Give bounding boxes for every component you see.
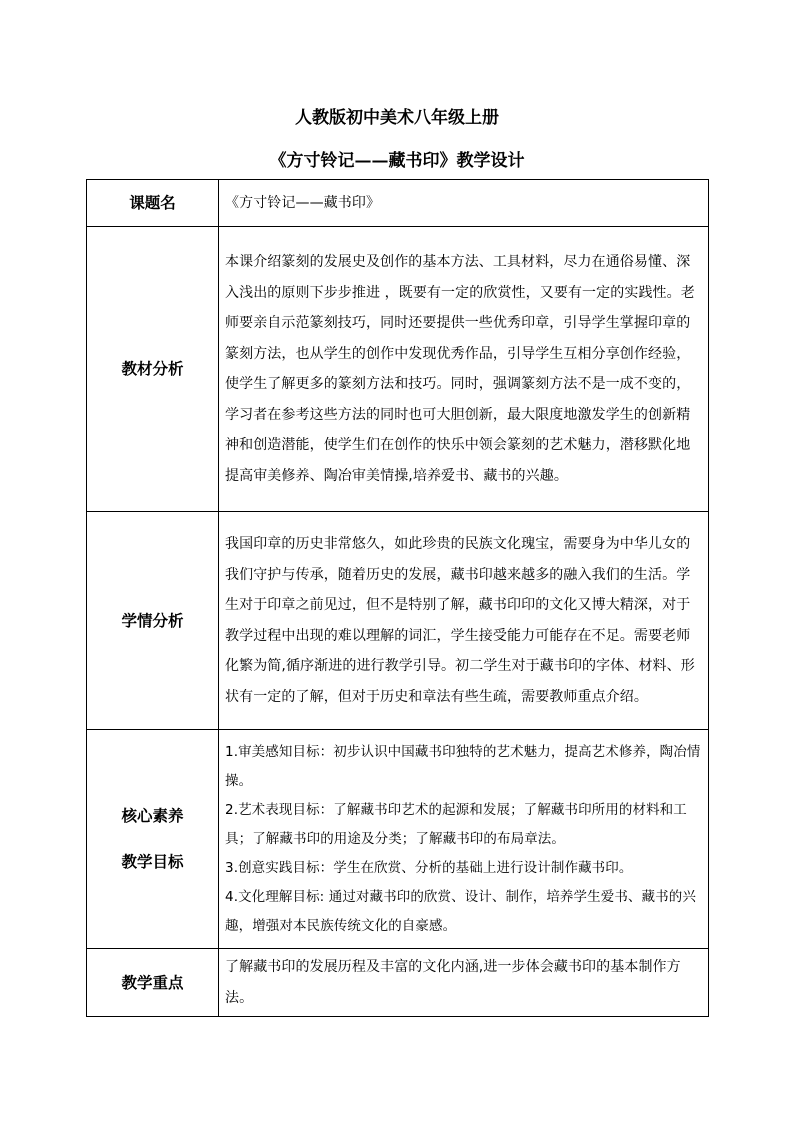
row-content-topic: 《方寸铃记——藏书印》 [219, 180, 709, 227]
table-row-core-objectives [87, 730, 709, 949]
objective-item: 3.创意实践目标：学生在欣赏、分析的基础上进行设计制作藏书印。 [225, 859, 633, 876]
objective-item: 2.艺术表现目标：了解藏书印艺术的起源和发展；了解藏书印所用的材料和工具；了解藏书印的用途及分类；了解藏书印的布局章法。 [225, 801, 687, 847]
table-row-student-analysis [87, 512, 709, 730]
row-label-topic: 课题名 [87, 180, 219, 227]
table-row-material-analysis [87, 227, 709, 512]
lesson-plan-table [86, 179, 709, 1017]
row-label-material-analysis: 教材分析 [87, 227, 219, 512]
row-content-student-analysis: 我国印章的历史非常悠久，如此珍贵的民族文化瑰宝，需要身为中华儿女的我们守护与传承，随着历史的发展，藏书印越来越多的融入我们的生活。学生对于印章之前见过，但不是特别了解，藏书印印的文化又博大精深，对于教学过程中出现的难以理解的词汇，学生接受能力可能存在不足。需要老师化繁为简,循序渐进的进行教学引导。初二学生对于藏书印的字体、材料、形状有一定的了解，但对于历史和章法有些生疏，需要教师重点介绍。 [219, 512, 709, 730]
row-label-core-objectives-line2: 教学目标 [121, 852, 184, 871]
objective-item: 1.审美感知目标：初步认识中国藏书印独特的艺术魅力，提高艺术修养，陶冶情操。 [225, 743, 701, 789]
table-row-key-points [87, 949, 709, 1017]
row-label-core-objectives-line1: 核心素养 [121, 806, 184, 825]
row-content-material-analysis: 本课介绍篆刻的发展史及创作的基本方法、工具材料，尽力在通俗易懂、深入浅出的原则下步步推进 ，既要有一定的欣赏性，又要有一定的实践性。老师要亲自示范篆刻技巧，同时还要提供一些优秀印章，引导学生掌握印章的篆刻方法，也从学生的创作中发现优秀作品，引导学生互相分享创作经验，使学生了解更多的篆刻方法和技巧。同时，强调篆刻方法不是一成不变的，学习者在参考这些方法的同时也可大胆创新，最大限度地激发学生的创新精神和创造潜能，使学生们在创作的快乐中领会篆刻的艺术魅力，潜移默化地提高审美修养、陶冶审美情操,培养爱书、藏书的兴趣。 [219, 227, 709, 512]
row-label-student-analysis: 学情分析 [87, 512, 219, 730]
row-label-key-points: 教学重点 [87, 949, 219, 1017]
row-label-core-objectives [87, 730, 219, 949]
row-content-key-points: 了解藏书印的发展历程及丰富的文化内涵,进一步体会藏书印的基本制作方法。 [219, 949, 709, 1017]
document-title: 人教版初中美术八年级上册 [295, 108, 499, 128]
objective-item: 4.文化理解目标: 通过对藏书印的欣赏、设计、制作，培养学生爱书、藏书的兴趣，增强对本民族传统文化的自豪感。 [225, 888, 696, 934]
document-subtitle: 《方寸铃记——藏书印》教学设计 [269, 151, 525, 171]
row-content-core-objectives [219, 730, 709, 949]
table-row-topic [87, 180, 709, 227]
